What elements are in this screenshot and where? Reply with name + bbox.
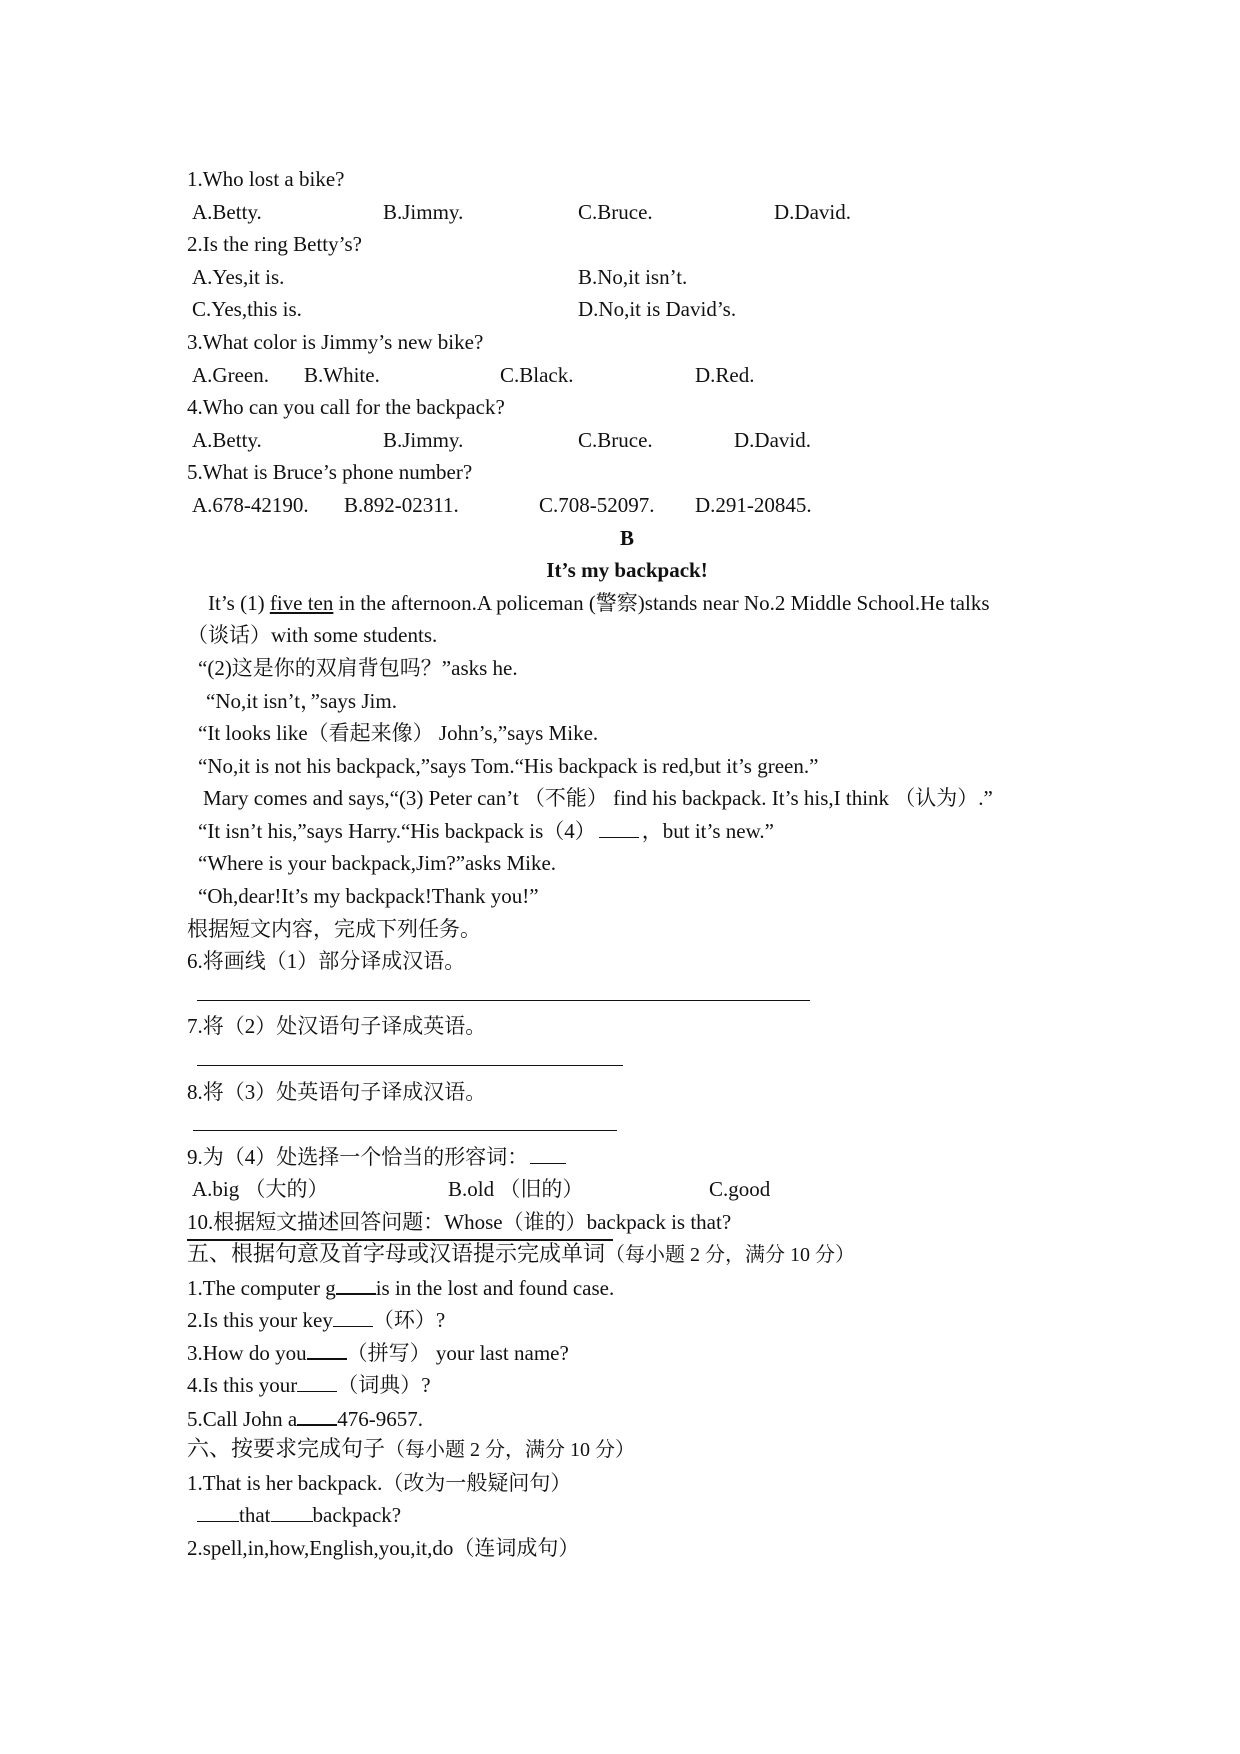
rewrite-item-1: 1.That is her backpack.（改为一般疑问句）: [187, 1470, 572, 1495]
question-2-options-row2: [187, 293, 1067, 326]
option-c: C.Bruce.: [578, 199, 653, 224]
option-b: B.Jimmy.: [383, 199, 464, 224]
option-b: B.892-02311.: [344, 492, 459, 517]
fill-item-2: [187, 1304, 1067, 1337]
question-5: [187, 456, 1067, 489]
answer-blank[interactable]: [530, 1141, 566, 1164]
fill-item-4: [187, 1369, 1067, 1402]
question-text: 3.What color is Jimmy’s new bike?: [187, 329, 484, 354]
option-a: A.Betty.: [192, 427, 262, 452]
option-b: B.White.: [304, 362, 380, 387]
fill-item-5: [187, 1402, 1067, 1435]
section-6-heading: [187, 1434, 1067, 1467]
option-b: B.old （旧的）: [448, 1177, 584, 1202]
rewrite-item-2: 2.spell,in,how,English,you,it,do（连词成句）: [187, 1535, 580, 1560]
passage-line: “Where is your backpack,Jim?”asks Mike.: [198, 851, 557, 876]
question-6: 6.将画线（1）部分译成汉语。: [187, 949, 466, 974]
heading-note: （每小题 2 分，满分 10 分）: [605, 1243, 856, 1266]
answer-area-6: [187, 978, 1067, 1011]
section-label: B: [619, 525, 634, 550]
item-text: is in the lost and found case.: [375, 1276, 615, 1301]
fill-item-3: [187, 1336, 1067, 1369]
option-d: D.Red.: [695, 362, 755, 387]
answer-text: backpack?: [312, 1503, 402, 1528]
question-text: 4.Who can you call for the backpack?: [187, 395, 505, 420]
option-b: B.No,it isn’t.: [578, 264, 688, 289]
heading-note: （每小题 2 分，满分 10 分）: [385, 1439, 636, 1462]
item-text: 5.Call John a: [187, 1406, 298, 1431]
rewrite-answer-1: [187, 1499, 1067, 1532]
answer-blank[interactable]: [297, 1402, 337, 1426]
question-9: [187, 1141, 1067, 1174]
worksheet-page: [187, 163, 1067, 1565]
question-3-options: [187, 359, 1067, 392]
option-c: C.Yes,this is.: [192, 297, 302, 322]
option-d: D.291-20845.: [695, 492, 812, 517]
question-2-options-row1: [187, 261, 1067, 294]
passage-line: “No,it isn’t，”says Jim.: [206, 688, 397, 713]
passage-line: “It looks like（看起来像） John’s,”says Mike.: [198, 721, 599, 746]
answer-blank[interactable]: [271, 1499, 313, 1522]
question-4: [187, 391, 1067, 424]
option-c: C.Bruce.: [578, 427, 653, 452]
item-text: （词典）?: [337, 1372, 431, 1397]
question-text: 1.Who lost a bike?: [187, 167, 345, 191]
item-text: 2.Is this your key: [187, 1307, 333, 1332]
option-d: D.David.: [734, 427, 811, 452]
option-b: B.Jimmy.: [383, 427, 464, 452]
question-text: 2.Is the ring Betty’s?: [187, 232, 362, 257]
passage-title: It’s my backpack!: [546, 558, 708, 583]
answer-text: that: [239, 1503, 271, 1528]
question-text: 9.为（4）处选择一个恰当的形容词：: [187, 1144, 529, 1169]
passage-line: Mary comes and says,“(3) Peter can’t （不能） find his backpack. It’s his,I think （认为）.”: [203, 786, 993, 811]
option-a: A.big （大的）: [192, 1177, 329, 1202]
question-7: 7.将（2）处汉语句子译成英语。: [187, 1014, 487, 1039]
passage-text: “It isn’t his,”says Harry.“His backpack is（4）: [198, 818, 596, 843]
item-text: 4.Is this your: [187, 1372, 298, 1397]
item-text: （环）?: [372, 1307, 446, 1332]
underlined-phrase: five ten: [269, 590, 334, 615]
answer-blank[interactable]: [307, 1336, 347, 1360]
option-d: D.David.: [774, 199, 851, 224]
answer-area-8: [187, 1108, 1067, 1141]
passage-text: It’s (1): [208, 590, 270, 615]
answer-blank[interactable]: [336, 1271, 376, 1295]
passage-line: “Oh,dear!It’s my backpack!Thank you!”: [198, 884, 539, 909]
passage-text: ，but it’s new.”: [641, 818, 774, 843]
passage-line: “(2)这是你的双肩背包吗？”asks he.: [198, 655, 518, 680]
question-9-options: [187, 1173, 1067, 1206]
item-text: （拼写） your last name?: [346, 1341, 569, 1366]
question-4-options: [187, 424, 1067, 457]
passage-line: （谈话）with some students.: [187, 623, 438, 648]
answer-line[interactable]: [197, 1065, 623, 1066]
question-1: [187, 163, 1067, 196]
question-5-options: [187, 489, 1067, 522]
answer-area-7: [187, 1043, 1067, 1076]
option-a: A.678-42190.: [192, 492, 309, 517]
question-10: 10.根据短文描述回答问题：Whose（谁的）backpack is that?: [187, 1210, 732, 1234]
answer-line[interactable]: [193, 1130, 617, 1131]
item-text: 1.The computer g: [187, 1276, 336, 1301]
question-1-options: [187, 196, 1067, 229]
item-text: 476-9657.: [337, 1406, 423, 1431]
answer-blank[interactable]: [297, 1369, 337, 1392]
question-8: 8.将（3）处英语句子译成汉语。: [187, 1079, 487, 1104]
option-a: A.Betty.: [192, 199, 262, 224]
answer-blank[interactable]: [333, 1304, 373, 1327]
item-text: 3.How do you: [187, 1341, 307, 1366]
answer-blank[interactable]: [197, 1499, 239, 1522]
question-text: 5.What is Bruce’s phone number?: [187, 460, 473, 485]
passage-line: [187, 587, 1067, 620]
option-a: A.Yes,it is.: [192, 264, 285, 289]
passage-line: [187, 815, 1067, 848]
task-instruction: 根据短文内容，完成下列任务。: [187, 916, 481, 941]
option-d: D.No,it is David’s.: [578, 297, 737, 322]
section-5-heading: [187, 1239, 1067, 1272]
passage-text: in the afternoon.A policeman (警察)stands near No.2 Middle School.He talks: [333, 590, 990, 615]
heading-text: 六、按要求完成句子: [187, 1437, 386, 1463]
fill-item-1: [187, 1271, 1067, 1304]
option-c: C.good: [709, 1177, 771, 1202]
heading-text: 五、根据句意及首字母或汉语提示完成单词: [187, 1241, 606, 1267]
blank-4[interactable]: [599, 815, 639, 838]
question-3: [187, 326, 1067, 359]
question-2: [187, 228, 1067, 261]
passage-line: “No,it is not his backpack,”says Tom.“His backpack is red,but it’s green.”: [198, 753, 819, 778]
option-a: A.Green.: [192, 362, 269, 387]
option-c: C.708-52097.: [539, 492, 655, 517]
answer-line[interactable]: [197, 1000, 810, 1001]
option-c: C.Black.: [500, 362, 574, 387]
